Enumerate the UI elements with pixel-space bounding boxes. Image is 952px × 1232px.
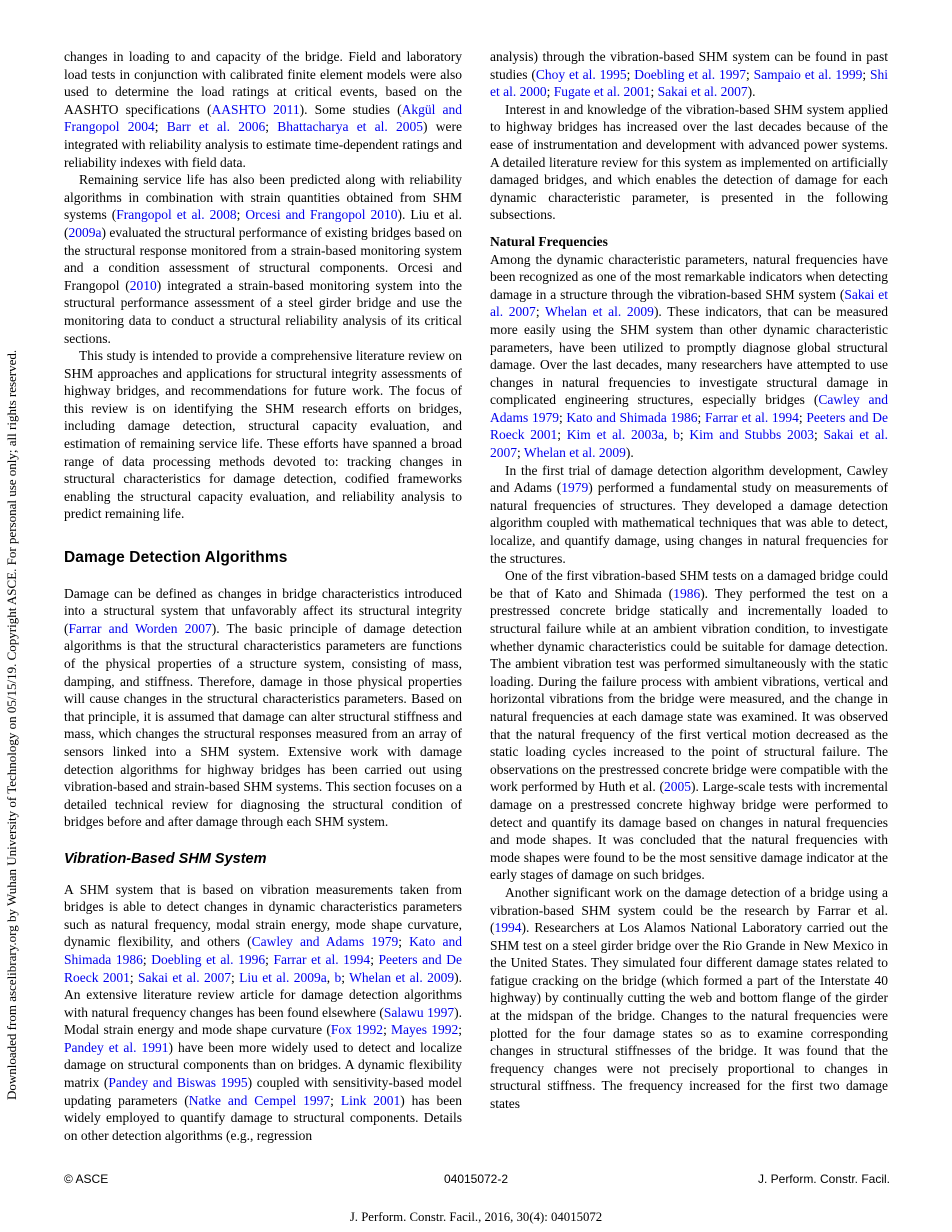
citation-link[interactable]: Sakai et al. 2007 [137,969,231,985]
citation-link[interactable]: Cawley and Adams 1979 [251,934,399,950]
citation-link[interactable]: Choy et al. 1995 [535,66,627,82]
citation-link[interactable]: Kim and Stubbs 2003 [689,427,815,443]
citation-link[interactable]: Link 2001 [340,1092,401,1108]
citation-link[interactable]: 2005 [663,779,691,795]
paragraph: One of the first vibration-based SHM tests on a damaged bridge could be that of Kato and Shimada (1986). They performed the test on a prestressed concrete bridge statically and incrementally loaded to structural failure while at an ambient vibration condition, to investigate whether dynamic characteristics could be suitable for damage detection. The ambient vibration test was performed simultaneously with the static loading. During the failure process with ambient vibrations, vertical and horizontal vibrations from the bridge were measured, and the change in natural frequencies at each damage state was examined. It was observed that the natural frequency of the first vertical motion decreased as the static loading cycles increased to the point of structural failure. The observations on the prestressed concrete bridge were compatible with the work performed by Huth et al. (2005). Large-scale tests with incremental damage on a prestressed concrete highway bridge were performed to detect and quantify its damage based on changes in natural frequencies and mode shapes. It was concluded that the natural frequencies with mode shapes were found to be the most sensitive damage indicator at the early stages of damage on such bridges. [490,568,888,883]
citation-link[interactable]: Frangopol et al. 2008 [116,207,237,223]
citation-link[interactable]: Doebling et al. 1996 [151,951,266,967]
paragraph: A SHM system that is based on vibration measurements taken from bridges is able to detect changes in dynamic characteristics parameters such as natural frequency, modal strain energy, mode shape curvature, dynamic flexibility, and others (Cawley and Adams 1979; Kato and Shimada 1986; Doebling et al. 1996; Farrar et al. 1994; Peeters and De Roeck 2001; Sakai et al. 2007; Liu et al. 2009a, b; Whelan et al. 2009). An extensive literature review article for damage detection algorithms with natural frequency changes has been found elsewhere (Salawu 1997). Modal strain energy and mode shape curvature (Fox 1992; Mayes 1992; Pandey et al. 1991) have been more widely used to detect and localize damage on structural components than on bridges. A dynamic flexibility matrix (Pandey and Biswas 1995) coupled with sensitivity-based model updating parameters (Natke and Cempel 1997; Link 2001) has been widely employed to quantify damage to structural components. Details on other detection algorithms (e.g., regression [64,881,463,1143]
citation-link[interactable]: 2009a [68,224,102,240]
citation-link[interactable]: Whelan et al. 2009 [523,445,626,461]
paragraph: In the first trial of damage detection algorithm development, Cawley and Adams (1979) performed a fundamental study on measurements of natural frequencies of structures. They developed a damage detection algorithm coupled with mathematical techniques that was able to detect, localize, and quantify damage, using changes in natural frequencies for the structures. [490,462,888,566]
citation-link[interactable]: Cawley and Adams 1979 [490,392,889,425]
citation-link[interactable]: Mayes 1992 [391,1022,459,1038]
paragraph: Another significant work on the damage detection of a bridge using a vibration-based SHM system could be the research by Farrar et al. (1994). Researchers at Los Alamos National Laboratory carried out the SHM test on a steel girder bridge over the Rio Grande in New Mexico in the United States. They simulated four different damage states related to fatigue cracking on the bridge (which formed a part of the Interstate 40 highway) by continually cutting the web and bottom flange of the girder at the midspan of the bridge. Changes to the natural frequencies were plotted for the four damage states so as to examine corresponding changes in structural stiffnesses of the bridge. It was found that the frequency changes were not precisely proportional to changes in structural stiffness. The frequency increased for the first two damage states [490,884,888,1112]
citation-link[interactable]: Shi et al. 2000 [490,66,888,100]
citation-link[interactable]: Sakai et al. 2007 [490,286,888,320]
paragraph: This study is intended to provide a comprehensive literature review on SHM approaches and applications for structural integrity assessments of highway bridges, and recommendations for future work. The focus of this review is on identifying the SHM research efforts on bridges, including damage detection, structural capacity evaluation, and estimation of remaining service life. These efforts have spanned a broad range of data processing methods devoted to: tracking changes in structural characteristics for damage detection, codified frameworks enabling the structural capacity evaluation, and reliability analysis to predict remaining life. [64,348,462,522]
paragraph: Interest in and knowledge of the vibration-based SHM system applied to highway bridges has increased over the last decades because of the ease of instrumentation and development with advanced power systems. A detailed literature review for this system as implemented on artificially damaged bridges, and which enables the detection of damage for each dynamic characteristic parameter, is presented in the following subsections. [490,101,888,223]
citation-link[interactable]: Barr et al. 2006 [166,119,266,135]
citation-link[interactable]: 1986 [673,585,701,601]
citation-line: J. Perform. Constr. Facil., 2016, 30(4): 04015072 [349,1210,603,1224]
citation-link[interactable]: Kim et al. 2003a [566,427,664,443]
citation-link[interactable]: Farrar et al. 1994 [704,409,799,425]
left-column [64,48,462,1144]
citation-link[interactable]: Peeters and De Roeck 2001 [64,951,462,985]
subsubsection-heading: Natural Frequencies [490,233,608,249]
footer-copyright: © ASCE [64,1172,109,1186]
paragraph: changes in loading to and capacity of the bridge. Field and laboratory load tests in conjunction with calibrated finite element models were also used to determine the load ratings at critical events, based on the AASHTO specifications (AASHTO 2011). Some studies (Akgül and Frangopol 2004; Barr et al. 2006; Bhattacharya et al. 2005) were integrated with reliability analysis to estimate time-dependent ratings and reliability indexes with field data. [64,49,462,170]
paragraph: Remaining service life has also been predicted along with reliability algorithms in combination with strain quantities obtained from SHM systems (Frangopol et al. 2008; Orcesi and Frangopol 2010). Liu et al. (2009a) evaluated the structural performance of existing bridges based on the structural response monitored from a strain-based monitoring system and a condition assessment of structural components. Orcesi and Frangopol (2010) integrated a strain-based monitoring system into the structural performance assessment of a steel girder bridge and use the monitoring data to conduct a structural reliability analysis of its critical sections. [64,172,462,346]
citation-link[interactable]: b [673,427,680,443]
citation-link[interactable]: 2010 [129,277,157,293]
citation-link[interactable]: Orcesi and Frangopol 2010 [245,207,398,223]
paragraph: Damage can be defined as changes in bridge characteristics introduced into a structural system that unfavorably affect its structural integrity (Farrar and Worden 2007). The basic principle of damage detection algorithms is that the structural characteristics parameters are functions of the physical properties of a structure system, consisting of mass, damping, and stiffness. Therefore, damage in those physical properties will cause changes in the structural characteristics parameters. Based on that principle, it is assumed that damage can alter structural stiffness and mass, which changes the structural responses measured from an array of sensors linked into a SHM system. Extensive work with damage detection algorithms for highway bridges has been carried out using vibration-based and strain-based SHM systems. This section focuses on a detailed technical review for diagnosing the structural condition of bridges before and after damage through each SHM system. [64,585,462,830]
citation-link[interactable]: Sampaio et al. 1999 [753,66,863,82]
citation-link[interactable]: Akgül and Frangopol 2004 [64,101,462,135]
citation-link[interactable]: Sakai et al. 2007 [657,84,748,100]
citation-link[interactable]: Farrar et al. 1994 [273,951,371,967]
citation-link[interactable]: Farrar and Worden 2007 [68,620,212,636]
citation-link[interactable]: Pandey et al. 1991 [64,1039,169,1055]
citation-link[interactable]: AASHTO 2011 [211,101,300,117]
citation-link[interactable]: Whelan et al. 2009 [349,969,455,985]
citation-link[interactable]: Fugate et al. 2001 [553,84,651,100]
paragraph: analysis) through the vibration-based SHM system can be found in past studies (Choy et al. 1995; Doebling et al. 1997; Sampaio et al. 1999; Shi et al. 2000; Fugate et al. 2001; Sakai et al. 2007). [490,49,888,100]
paragraph: Among the dynamic characteristic parameters, natural frequencies have been recognized as one of the most remarkable indicators when detecting damage in a structure through the vibration-based SHM system (Sakai et al. 2007; Whelan et al. 2009). These indicators, that can be measured more easily using the SHM system than other dynamic characteristic parameters, have been utilized to promptly diagnose global structural damage. Over the last decades, many researchers have attempted to use changes in natural frequencies to investigate structural damage in complicated engineering structures, especially bridges (Cawley and Adams 1979; Kato and Shimada 1986; Farrar et al. 1994; Peeters and De Roeck 2001; Kim et al. 2003a, b; Kim and Stubbs 2003; Sakai et al. 2007; Whelan et al. 2009). [490,251,889,461]
citation-link[interactable]: Whelan et al. 2009 [545,304,654,320]
citation-link[interactable]: b [334,969,342,985]
citation-link[interactable]: Doebling et al. 1997 [634,66,746,82]
citation-link[interactable]: 1979 [561,480,589,496]
section-heading: Damage Detection Algorithms [64,549,288,567]
footer-page-number: 04015072-2 [443,1172,509,1186]
subsection-heading: Vibration-Based SHM System [64,850,267,867]
citation-link[interactable]: Bhattacharya et al. 2005 [277,119,424,135]
download-watermark-text: Downloaded from ascelibrary.org by Wuhan University of Technology on 05/15/19. Copyright ASCE. For personal use only; all rights reserved. [4,349,19,1100]
citation-link[interactable]: Peeters and De Roeck 2001 [490,409,888,443]
right-column [490,48,888,1113]
citation-link[interactable]: Kato and Shimada 1986 [566,409,698,425]
citation-link[interactable]: Natke and Cempel 1997 [188,1092,331,1108]
citation-link[interactable]: Fox 1992 [330,1022,384,1038]
citation-link[interactable]: Pandey and Biswas 1995 [108,1075,248,1091]
citation-link[interactable]: Liu et al. 2009a [239,969,327,985]
footer-journal-name: J. Perform. Constr. Facil. [757,1172,890,1186]
citation-link[interactable]: Salawu 1997 [383,1004,455,1020]
citation-link[interactable]: Kato and Shimada 1986 [64,934,462,967]
citation-link[interactable]: Sakai et al. 2007 [490,427,888,461]
citation-link[interactable]: 1994 [494,920,522,936]
